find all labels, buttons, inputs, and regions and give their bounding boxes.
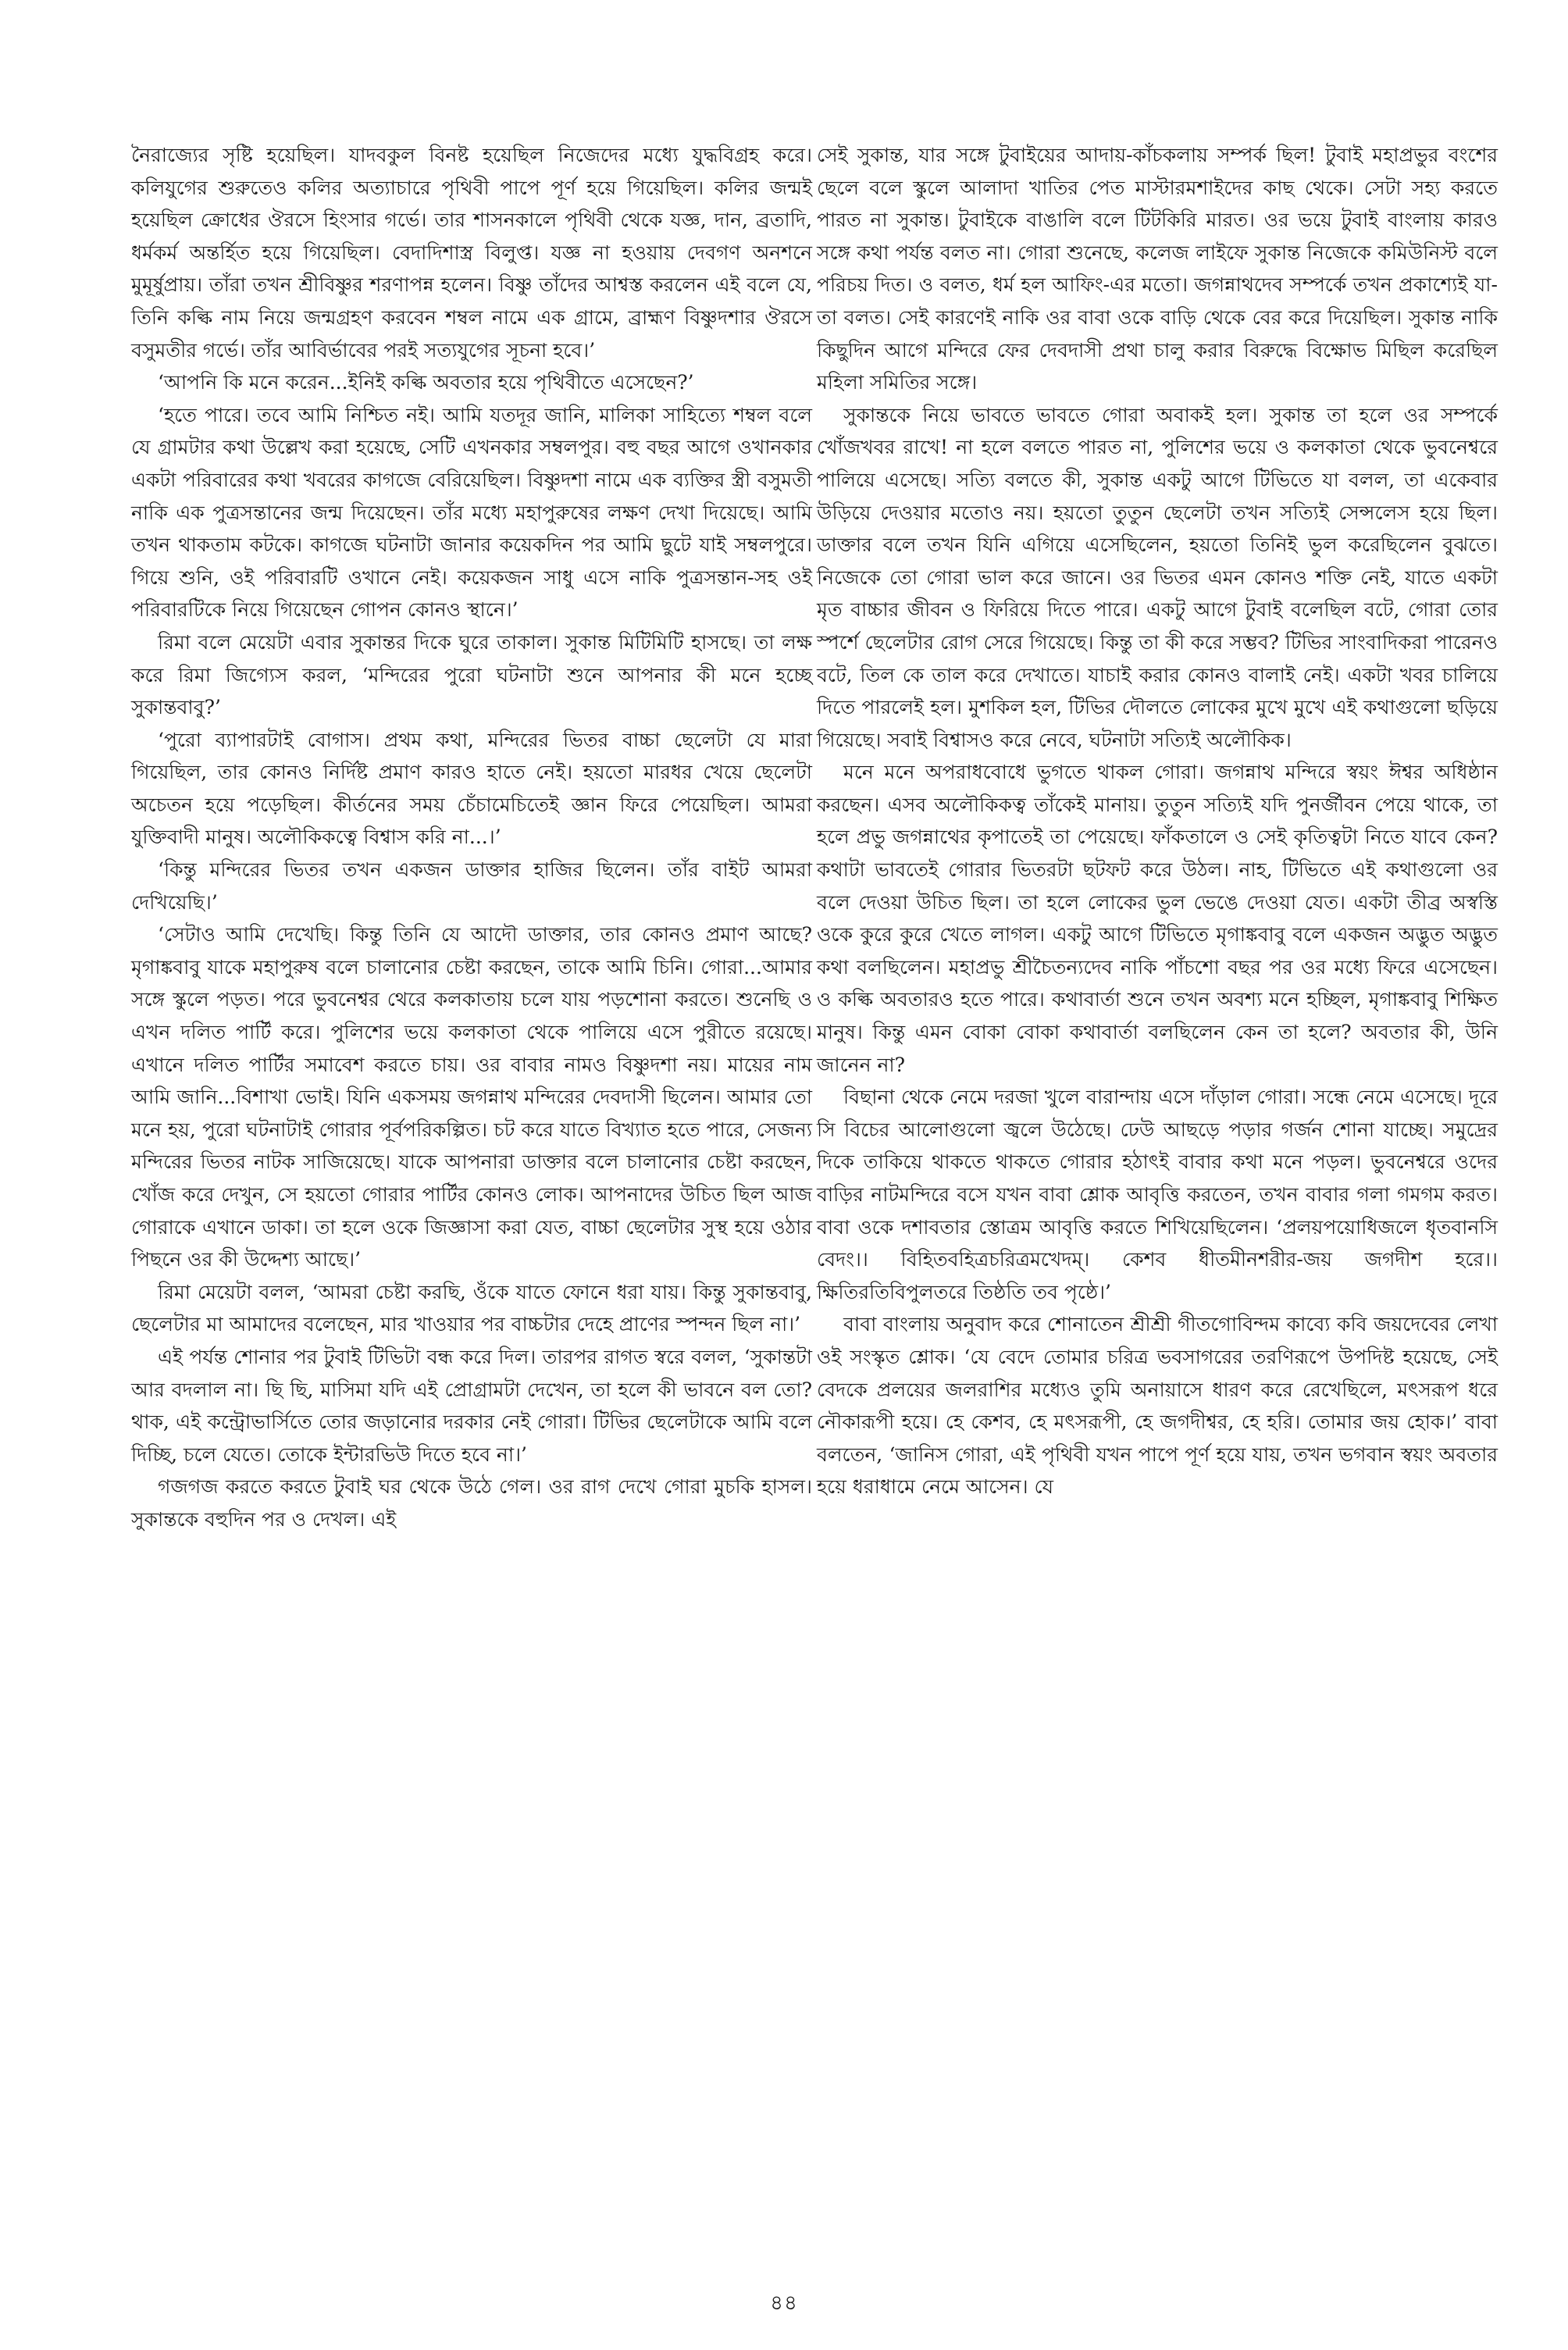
page-number: ৪৪ — [770, 2291, 798, 2315]
left-paragraph-8: রিমা মেয়েটা বলল, ‘আমরা চেষ্টা করছি, ওঁকে যাতে ফোনে ধরা যায়। কিন্তু সুকান্তবাবু, ছেলেটার মা আমাদের বলেছেন, মার খাওয়ার পর বাচ্চটার দেহে প্রাণের স্পন্দন ছিল না।’ — [131, 1280, 812, 1336]
left-paragraph-4: রিমা বলে মেয়েটা এবার সুকান্তর দিকে ঘুরে তাকাল। সুকান্ত মিটিমিটি হাসছে। তা লক্ষ করে রিমা জিগ্যেস করল, ‘মন্দিরের পুরো ঘটনাটা শুনে আপনার কী মনে হচ্ছে সুকান্তবাবু?’ — [131, 630, 812, 719]
left-paragraph-1: নৈরাজ্যের সৃষ্টি হয়েছিল। যাদবকুল বিনষ্ট হয়েছিল নিজেদের মধ্যে যুদ্ধবিগ্রহ করে। কলিযুগের শুরুতেও কলির অত্যাচারে পৃথিবী পাপে পূর্ণ হয়ে গিয়েছিল। কলির জন্মই হয়েছিল ক্রোধের ঔরসে হিংসার গর্ভে। তার শাসনকালে পৃথিবী থেকে যজ্ঞ, দান, ব্রতাদি, ধর্মকর্ম অন্তর্হিত হয়ে গিয়েছিল। বেদাদিশাস্ত্র বিলুপ্ত। যজ্ঞ না হওয়ায় দেবগণ অনশনে মুমূর্ষুপ্রায়। তাঁরা তখন শ্রীবিষ্ণুর শরণাপন্ন হলেন। বিষ্ণু তাঁদের আশ্বস্ত করলেন এই বলে যে, তিনি কল্কি নাম নিয়ে জন্মগ্রহণ করবেন শম্বল নামে এক গ্রামে, ব্রাহ্মণ বিষ্ণুদশার ঔরসে বসুমতীর গর্ভে। তাঁর আবির্ভাবের পরই সত্যযুগের সূচনা হবে।’ — [131, 144, 812, 362]
left-text-column — [131, 139, 812, 1536]
left-paragraph-10: গজগজ করতে করতে টুবাই ঘর থেকে উঠে গেল। ওর রাগ দেখে গোরা মুচকি হাসল। সুকান্তকে বহুদিন পর ও দেখল। এই — [131, 1475, 812, 1531]
right-paragraph-5: বাবা বাংলায় অনুবাদ করে শোনাতেন শ্রীশ্রী গীতগোবিন্দম কাব্যে কবি জয়দেবের লেখা ওই সংস্কৃত শ্লোক। ‘যে বেদে তোমার চরিত্র ভবসাগরের তরণিরূপে উপদিষ্ট হয়েছে, সেই বেদকে প্রলয়ের জলরাশির মধ্যেও তুমি অনায়াসে ধারণ করে রেখেছিলে, মৎসরূপ ধরে নৌকারূপী হয়ে। হে কেশব, হে মৎসরূপী, হে জগদীশ্বর, হে হরি। তোমার জয় হোক।’ বাবা বলতেন, ‘জানিস গোরা, এই পৃথিবী যখন পাপে পূর্ণ হয়ে যায়, তখন ভগবান স্বয়ং অবতার হয়ে ধরাধামে নেমে আসেন। যে — [817, 1313, 1498, 1499]
right-paragraph-1: সেই সুকান্ত, যার সঙ্গে টুবাইয়ের আদায়-কাঁচকলায় সম্পর্ক ছিল! টুবাই মহাপ্রভুর বংশের ছেলে বলে স্কুলে আলাদা খাতির পেত মাস্টারমশাইদের কাছ থেকে। সেটা সহ্য করতে পারত না সুকান্ত। টুবাইকে বাঙালি বলে টিটকিরি মারত। ওর ভয়ে টুবাই বাংলায় কারও সঙ্গে কথা পর্যন্ত বলত না। গোরা শুনেছে, কলেজ লাইফে সুকান্ত নিজেকে কমিউনিস্ট বলে পরিচয় দিত। ও বলত, ধর্ম হল আফিং-এর মতো। জগন্নাথদেব সম্পর্কে তখন প্রকাশ্যেই যা-তা বলত। সেই কারণেই নাকি ওর বাবা ওকে বাড়ি থেকে বের করে দিয়েছিল। সুকান্ত নাকি কিছুদিন আগে মন্দিরে ফের দেবদাসী প্রথা চালু করার বিরুদ্ধে বিক্ষোভ মিছিল করেছিল মহিলা সমিতির সঙ্গে। — [817, 144, 1498, 394]
left-paragraph-9: এই পর্যন্ত শোনার পর টুবাই টিভিটা বন্ধ করে দিল। তারপর রাগত স্বরে বলল, ‘সুকান্তটা আর বদলাল না। ছি ছি, মাসিমা যদি এই প্রোগ্রামটা দেখেন, তা হলে কী ভাবনে বল তো? থাক, এই কন্ট্রোভার্সিতে তোর জড়ানোর দরকার নেই গোরা। টিভির ছেলেটাকে আমি বলে দিচ্ছি, চলে যেতে। তোকে ইন্টারভিউ দিতে হবে না।’ — [131, 1345, 812, 1466]
left-paragraph-3: ‘হতে পারে। তবে আমি নিশ্চিত নই। আমি যতদূর জানি, মালিকা সাহিত্যে শম্বল বলে যে গ্রামটার কথা উল্লেখ করা হয়েছে, সেটি এখনকার সম্বলপুর। বহু বছর আগে ওখানকার একটা পরিবারের কথা খবরের কাগজে বেরিয়েছিল। বিষ্ণুদশা নামে এক ব্যক্তির স্ত্রী বসুমতী নাকি এক পুত্রসন্তানের জন্ম দিয়েছেন। তাঁর মধ্যে মহাপুরুষের লক্ষণ দেখা দিয়েছে। আমি তখন থাকতাম কটকে। কাগজে ঘটনাটা জানার কয়েকদিন পর আমি ছুটে যাই সম্বলপুরে। গিয়ে শুনি, ওই পরিবারটি ওখানে নেই। কয়েকজন সাধু এসে নাকি পুত্রসন্তান-সহ ওই পরিবারটিকে নিয়ে গিয়েছেন গোপন কোনও স্থানে।’ — [131, 403, 812, 622]
right-text-column — [817, 139, 1498, 1503]
left-paragraph-6: ‘কিন্তু মন্দিরের ভিতর তখন একজন ডাক্তার হাজির ছিলেন। তাঁর বাইট আমরা দেখিয়েছি।’ — [131, 858, 812, 914]
left-paragraph-2: ‘আপনি কি মনে করেন...ইনিই কল্কি অবতার হয়ে পৃথিবীতে এসেছেন?’ — [158, 371, 694, 394]
left-paragraph-7: ‘সেটাও আমি দেখেছি। কিন্তু তিনি যে আদৌ ডাক্তার, তার কোনও প্রমাণ আছে? মৃগাঙ্কবাবু যাকে মহাপুরুষ বলে চালানোর চেষ্টা করছেন, তাকে আমি চিনি। গোরা...আমার সঙ্গে স্কুলে পড়ত। পরে ভুবনেশ্বর থেরে কলকাতায় চলে যায় পড়শোনা করতে। শুনেছি ও এখন দলিত পার্টি করে। পুলিশের ভয়ে কলকাতা থেকে পালিয়ে এসে পুরীতে রয়েছে। এখানে দলিত পার্টির সমাবেশ করতে চায়। ওর বাবার নামও বিষ্ণুদশা নয়। মায়ের নাম আমি জানি...বিশাখা ভোই। যিনি একসময় জগন্নাথ মন্দিরের দেবদাসী ছিলেন। আমার তো মনে হয়, পুরো ঘটনাটাই গোরার পূর্বপরিকল্পিত। চট করে যাতে বিখ্যাত হতে পারে, সেজন্য মন্দিরের ভিতর নাটক সাজিয়েছে। যাকে আপনারা ডাক্তার বলে চালানোর চেষ্টা করছেন, খোঁজ করে দেখুন, সে হয়তো গোরার পার্টির কোনও লোক। আপনাদের উচিত ছিল আজ গোরাকে এখানে ডাকা। তা হলে ওকে জিজ্ঞাসা করা যেত, বাচ্চা ছেলেটার সুস্থ হয়ে ওঠার পিছনে ওর কী উদ্দেশ্য আছে।’ — [131, 923, 812, 1271]
right-paragraph-3: মনে মনে অপরাধবোধে ভুগতে থাকল গোরা। জগন্নাথ মন্দিরে স্বয়ং ঈশ্বর অধিষ্ঠান করছেন। এসব অলৌকিকত্ব তাঁকেই মানায়। তুতুন সত্যিই যদি পুনর্জীবন পেয়ে থাকে, তা হলে প্রভু জগন্নাথের কৃপাতেই তা পেয়েছে। ফাঁকতালে ও সেই কৃতিত্বটা নিতে যাবে কেন? কথাটা ভাবতেই গোরার ভিতরটা ছটফট করে উঠল। নাহ, টিভিতে এই কথাগুলো ওর বলে দেওয়া উচিত ছিল। তা হলে লোকের ভুল ভেঙে দেওয়া যেত। একটা তীব্র অস্বস্তি ওকে কুরে কুরে খেতে লাগল। একটু আগে টিভিতে মৃগাঙ্কবাবু বলে একজন অদ্ভুত অদ্ভুত কথা বলছিলেন। মহাপ্রভু শ্রীচৈতন্যদেব নাকি পাঁচশো বছর পর ওর মধ্যে ফিরে এসেছেন। ও কল্কি অবতারও হতে পারে। কথাবার্তা শুনে তখন অবশ্য মনে হচ্ছিল, মৃগাঙ্কবাবু শিক্ষিত মানুষ। কিন্তু এমন বোকা বোকা কথাবার্তা বলছিলেন কেন তা হলে? অবতার কী, উনি জানেন না? — [817, 761, 1498, 1076]
left-paragraph-5: ‘পুরো ব্যাপারটাই বোগাস। প্রথম কথা, মন্দিরের ভিতর বাচ্চা ছেলেটা যে মারা গিয়েছিল, তার কোনও নির্দিষ্ট প্রমাণ কারও হাতে নেই। হয়তো মারধর খেয়ে ছেলেটা অচেতন হয়ে পড়েছিল। কীর্তনের সময় চেঁচামেচিতেই জ্ঞান ফিরে পেয়েছিল। আমরা যুক্তিবাদী মানুষ। অলৌকিকত্বে বিশ্বাস করি না...।’ — [131, 728, 812, 849]
right-paragraph-4: বিছানা থেকে নেমে দরজা খুলে বারান্দায় এসে দাঁড়াল গোরা। সন্ধে নেমে এসেছে। দূরে সি বিচের আলোগুলো জ্বলে উঠেছে। ঢেউ আছড়ে পড়ার গর্জন শোনা যাচ্ছে। সমুদ্রের দিকে তাকিয়ে থাকতে থাকতে গোরার হঠাৎই বাবার কথা মনে পড়ল। ভুবনেশ্বরে ওদের বাড়ির নাটমন্দিরে বসে যখন বাবা শ্লোক আবৃত্তি করতেন, তখন বাবার গলা গমগম করত। বাবা ওকে দশাবতার স্তোত্রম আবৃত্তি করতে শিখিয়েছিলেন। ‘প্রলয়পয়োধিজলে ধৃতবানসি বেদং।। বিহিতবহিত্রচরিত্রমখেদম্। কেশব ধীতমীনশরীর-জয় জগদীশ হরে।। ক্ষিতিরতিবিপুলতরে তিষ্ঠতি তব পৃষ্ঠে।’ — [817, 1086, 1498, 1303]
right-paragraph-2: সুকান্তকে নিয়ে ভাবতে ভাবতে গোরা অবাকই হল। সুকান্ত তা হলে ওর সম্পর্কে খোঁজখবর রাখে! না হলে বলতে পারত না, পুলিশের ভয়ে ও কলকাতা থেকে ভুবনেশ্বরে পালিয়ে এসেছে। সত্যি বলতে কী, সুকান্ত একটু আগে টিভিতে যা বলল, তা একেবার উড়িয়ে দেওয়ার মতোও নয়। হয়তো তুতুন ছেলেটা তখন সত্যিই সেন্সলেস হয়ে ছিল। ডাক্তার বলে তখন যিনি এগিয়ে এসেছিলেন, হয়তো তিনিই ভুল করেছিলেন বুঝতে। নিজেকে তো গোরা ভাল করে জানে। ওর ভিতর এমন কোনও শক্তি নেই, যাতে একটা মৃত বাচ্চার জীবন ও ফিরিয়ে দিতে পারে। একটু আগে টুবাই বলেছিল বটে, গোরা তোর স্পর্শে ছেলেটার রোগ সেরে গিয়েছে। কিন্তু তা কী করে সম্ভব? টিভির সাংবাদিকরা পারেনও বটে, তিল কে তাল করে দেখাতে। যাচাই করার কোনও বালাই নেই। একটা খবর চালিয়ে দিতে পারলেই হল। মুশকিল হল, টিভির দৌলতে লোকের মুখে মুখে এই কথাগুলো ছড়িয়ে গিয়েছে। সবাই বিশ্বাসও করে নেবে, ঘটনাটা সত্যিই অলৌকিক। — [817, 403, 1498, 751]
